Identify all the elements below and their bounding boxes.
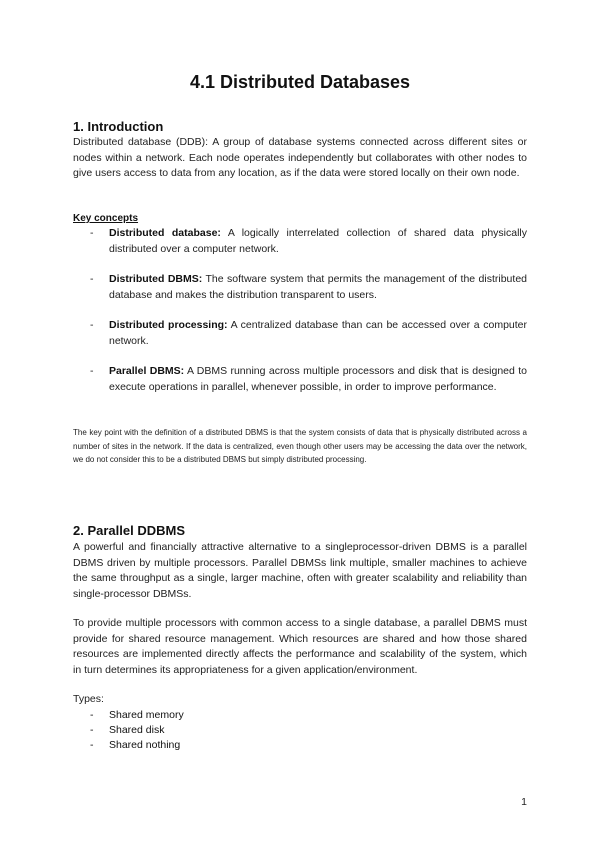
list-item [73,318,527,349]
bullet-dash: - [90,319,94,331]
concept-term: Distributed database: [109,227,221,239]
section-heading-parallel-ddbms: 2. Parallel DDBMS [73,523,185,538]
types-label: Types: [73,693,104,705]
type-label: Shared nothing [109,739,181,751]
concept-definition: A logically interrelated collection of shared data physically distributed over a computer network. [109,227,528,255]
intro-paragraph: Distributed database (DDB): A group of database systems connected across different sites or nodes within a network. Each node operates independently but collaborates with other nodes to give users access to data from any location, as if the data were stored locally on their own node. [73,136,527,179]
bullet-dash: - [90,227,94,239]
section-heading-introduction: 1. Introduction [73,119,164,134]
bullet-dash: - [90,739,94,751]
parallel-paragraph-2: To provide multiple processors with common access to a single database, a parallel DBMS must provide for shared resource management. Which resources are shared and how those shared resources are implemented directly affects the performance and scalability of the system, which in turn determines its appropriateness for a given application/environment. [73,617,527,676]
type-label: Shared memory [109,709,184,721]
concept-definition: The software system that permits the management of the distributed database and makes the distribution transparent to users. [109,273,527,301]
list-item [73,364,527,395]
bullet-dash: - [90,709,94,721]
types-list [73,708,184,753]
list-item [73,723,184,738]
concept-definition: A DBMS running across multiple processors and disk that is designed to execute operations in parallel, whenever possible, in order to improve performance. [109,365,527,393]
page-title: 4.1 Distributed Databases [189,72,411,92]
list-item [73,708,184,723]
concept-term: Parallel DBMS: [109,365,185,377]
list-item [73,226,527,257]
parallel-paragraph-1: A powerful and financially attractive alternative to a singleprocessor-driven DBMS is a parallel DBMS driven by multiple processors. Parallel DBMSs link multiple, smaller machines to achieve the same throughput as a single, larger machine, often with greater scalability and reliability than single-processor DBMSs. [73,541,527,600]
bullet-dash: - [90,365,94,377]
key-concepts-list [73,226,527,410]
page-number: 1 [521,796,527,808]
concept-term: Distributed DBMS: [109,273,203,285]
concept-definition: A centralized database than can be accessed over a computer network. [109,319,528,347]
bullet-dash: - [90,273,94,285]
concept-term: Distributed processing: [109,319,228,331]
type-label: Shared disk [109,724,165,736]
bullet-dash: - [90,724,94,736]
key-point-note: The key point with the definition of a distributed DBMS is that the system consists of data that is physically distributed across a number of sites in the network. If the data is centralized, even though other users may be accessing the data over the network, we do not consider this to be a distributed DBMS but simply distributed processing. [73,428,527,464]
list-item [73,738,184,753]
key-concepts-heading: Key concepts [73,213,139,224]
list-item [73,272,527,303]
